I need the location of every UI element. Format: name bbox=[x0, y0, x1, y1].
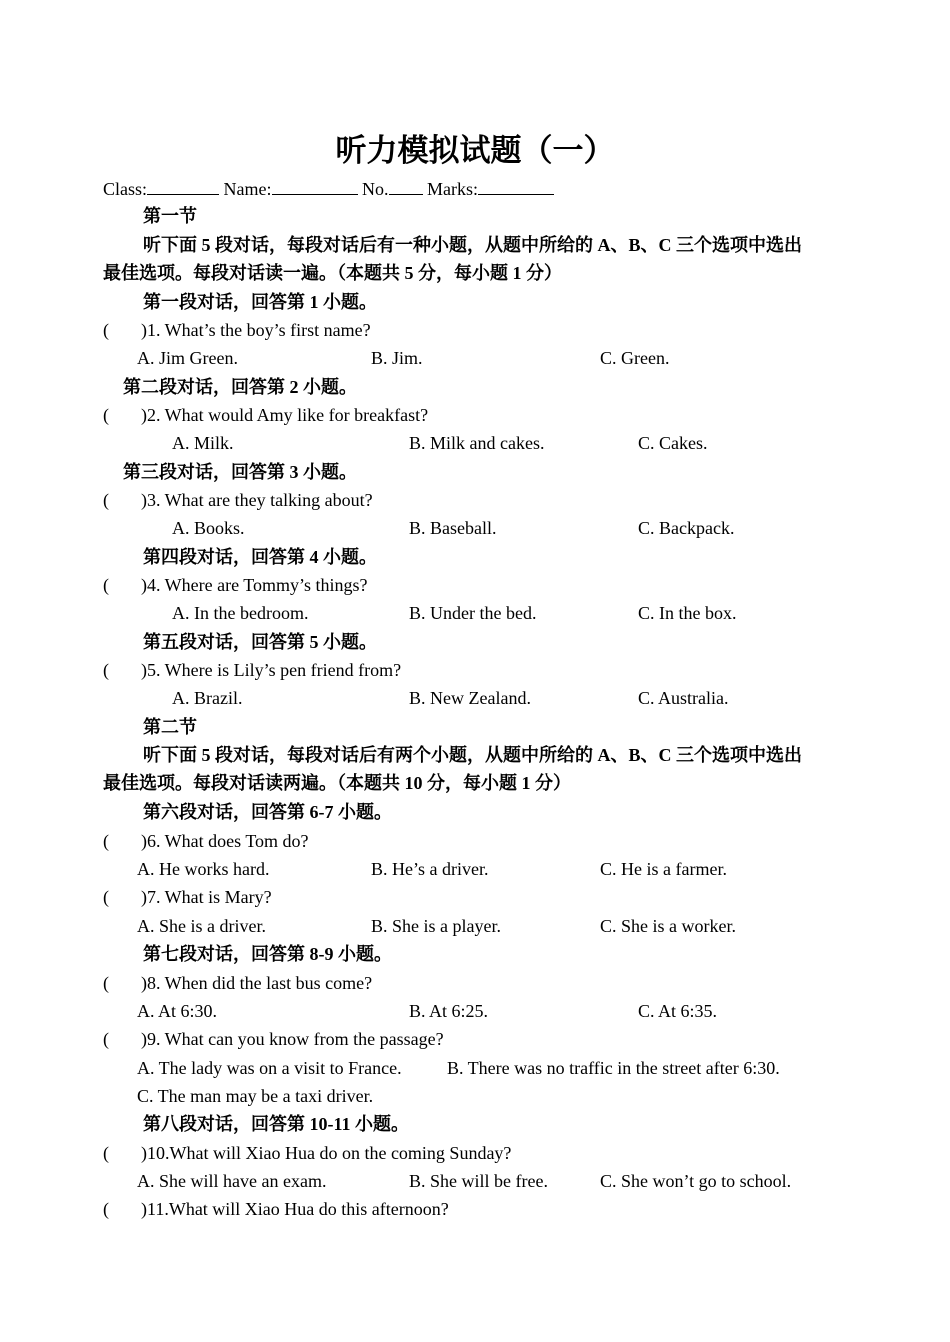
answer-paren[interactable]: ( bbox=[103, 887, 109, 907]
option-a: A. Books. bbox=[172, 518, 245, 538]
option-b: B. She will be free. bbox=[409, 1171, 548, 1191]
option-a: A. He works hard. bbox=[137, 859, 270, 879]
option-c: C. She is a worker. bbox=[600, 916, 736, 936]
option-a: A. She will have an exam. bbox=[137, 1171, 327, 1191]
question-5: )5. Where is Lily’s pen friend from? bbox=[141, 660, 402, 680]
marks-label: Marks: bbox=[427, 179, 478, 199]
name-blank[interactable] bbox=[272, 177, 358, 195]
marks-blank[interactable] bbox=[478, 177, 554, 195]
option-b: B. Milk and cakes. bbox=[409, 433, 545, 453]
option-a: A. Brazil. bbox=[172, 688, 243, 708]
answer-paren[interactable]: ( bbox=[103, 405, 109, 425]
question-9: )9. What can you know from the passage? bbox=[141, 1029, 444, 1049]
option-a: A. She is a driver. bbox=[137, 916, 266, 936]
option-c: C. In the box. bbox=[638, 603, 737, 623]
option-c: C. Backpack. bbox=[638, 518, 735, 538]
student-info-line bbox=[103, 177, 554, 200]
section1-instructions-1: 听下面 5 段对话，每段对话后有一种小题，从题中所给的 A、B、C 三个选项中选出 bbox=[143, 235, 803, 255]
answer-paren[interactable]: ( bbox=[103, 973, 109, 993]
dialogue-heading: 第七段对话，回答第 8-9 小题。 bbox=[143, 944, 392, 964]
option-c: C. At 6:35. bbox=[638, 1001, 718, 1021]
option-a: A. Jim Green. bbox=[137, 348, 238, 368]
name-label: Name: bbox=[223, 179, 272, 199]
option-b: B. New Zealand. bbox=[409, 688, 531, 708]
question-2: )2. What would Amy like for breakfast? bbox=[141, 405, 429, 425]
answer-paren[interactable]: ( bbox=[103, 1143, 109, 1163]
answer-paren[interactable]: ( bbox=[103, 1199, 109, 1219]
no-label: No. bbox=[362, 179, 389, 199]
answer-paren[interactable]: ( bbox=[103, 575, 109, 595]
no-blank[interactable] bbox=[389, 177, 423, 195]
section2-instructions-1: 听下面 5 段对话，每段对话后有两个小题，从题中所给的 A、B、C 三个选项中选出 bbox=[143, 745, 803, 765]
option-c: C. Cakes. bbox=[638, 433, 708, 453]
question-1: )1. What’s the boy’s first name? bbox=[141, 320, 371, 340]
section1-instructions-2: 最佳选项。每段对话读一遍。（本题共 5 分，每小题 1 分） bbox=[103, 263, 562, 283]
page-title: 听力模拟试题（一） bbox=[335, 133, 615, 169]
option-a: A. The lady was on a visit to France. bbox=[137, 1058, 402, 1078]
answer-paren[interactable]: ( bbox=[103, 320, 109, 340]
section2-instructions-2: 最佳选项。每段对话读两遍。（本题共 10 分，每小题 1 分） bbox=[103, 773, 571, 793]
dialogue-heading: 第一段对话，回答第 1 小题。 bbox=[143, 292, 377, 312]
question-3: )3. What are they talking about? bbox=[141, 490, 373, 510]
option-c: C. Australia. bbox=[638, 688, 729, 708]
option-b: B. He’s a driver. bbox=[371, 859, 489, 879]
question-6: )6. What does Tom do? bbox=[141, 831, 309, 851]
dialogue-heading: 第二段对话，回答第 2 小题。 bbox=[123, 377, 357, 397]
dialogue-heading: 第五段对话，回答第 5 小题。 bbox=[143, 632, 377, 652]
option-c: C. She won’t go to school. bbox=[600, 1171, 792, 1191]
option-c: C. The man may be a taxi driver. bbox=[137, 1086, 374, 1106]
answer-paren[interactable]: ( bbox=[103, 1029, 109, 1049]
option-b: B. Under the bed. bbox=[409, 603, 537, 623]
class-blank[interactable] bbox=[147, 177, 219, 195]
dialogue-heading: 第三段对话，回答第 3 小题。 bbox=[123, 462, 357, 482]
section1-heading: 第一节 bbox=[143, 206, 197, 226]
question-4: )4. Where are Tommy’s things? bbox=[141, 575, 368, 595]
question-10: )10.What will Xiao Hua do on the coming Sunday? bbox=[141, 1143, 512, 1163]
answer-paren[interactable]: ( bbox=[103, 831, 109, 851]
option-a: A. At 6:30. bbox=[137, 1001, 218, 1021]
option-c: C. Green. bbox=[600, 348, 670, 368]
option-b: B. Jim. bbox=[371, 348, 423, 368]
question-11: )11.What will Xiao Hua do this afternoon? bbox=[141, 1199, 449, 1219]
option-b: B. At 6:25. bbox=[409, 1001, 489, 1021]
option-a: A. In the bedroom. bbox=[172, 603, 309, 623]
dialogue-heading: 第八段对话，回答第 10-11 小题。 bbox=[143, 1114, 409, 1134]
option-b: B. She is a player. bbox=[371, 916, 501, 936]
class-label: Class: bbox=[103, 179, 148, 199]
option-a: A. Milk. bbox=[172, 433, 234, 453]
option-c: C. He is a farmer. bbox=[600, 859, 727, 879]
dialogue-heading: 第六段对话，回答第 6-7 小题。 bbox=[143, 802, 392, 822]
answer-paren[interactable]: ( bbox=[103, 490, 109, 510]
option-b: B. There was no traffic in the street after 6:30. bbox=[447, 1058, 780, 1078]
question-7: )7. What is Mary? bbox=[141, 887, 272, 907]
section2-heading: 第二节 bbox=[143, 717, 197, 737]
dialogue-heading: 第四段对话，回答第 4 小题。 bbox=[143, 547, 377, 567]
answer-paren[interactable]: ( bbox=[103, 660, 109, 680]
option-b: B. Baseball. bbox=[409, 518, 497, 538]
question-8: )8. When did the last bus come? bbox=[141, 973, 373, 993]
